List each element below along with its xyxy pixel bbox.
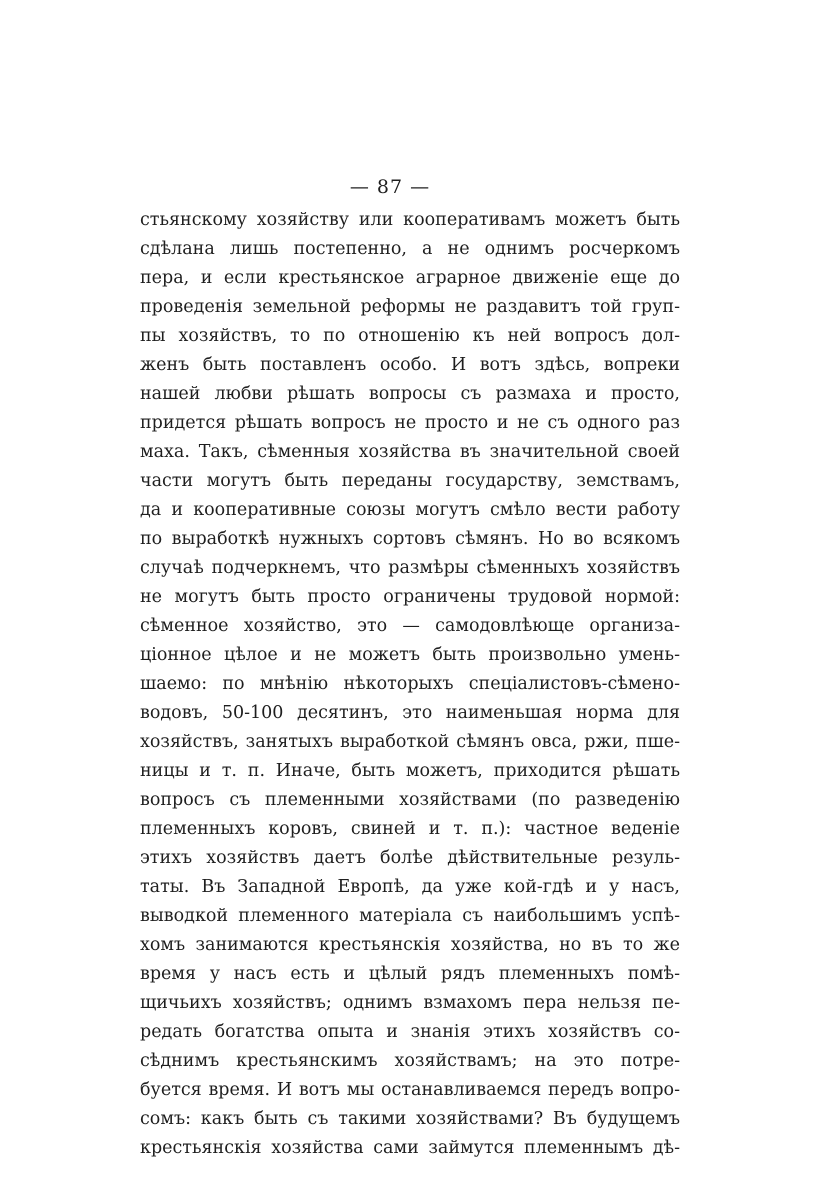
- text-line: пы хозяйствъ, то по отношенію къ ней вопросъ дол-: [140, 326, 680, 346]
- text-line: буется время. И вотъ мы останавливаемся передъ вопро-: [140, 1080, 680, 1100]
- text-line: водовъ, 50-100 десятинъ, это наименьшая норма для: [140, 703, 680, 723]
- text-line: да и кооперативные союзы могутъ смѣло вести работу: [140, 500, 680, 520]
- text-line: маха. Такъ, сѣменныя хозяйства въ значительной своей: [140, 442, 680, 462]
- text-line: хомъ занимаются крестьянскія хозяйства, но въ то же: [140, 935, 680, 955]
- text-line: стьянскому хозяйству или кооперативамъ можетъ быть: [140, 210, 680, 230]
- text-line: части могутъ быть переданы государству, земствамъ,: [140, 471, 680, 491]
- text-line: крестьянскія хозяйства сами займутся племеннымъ дѣ-: [140, 1138, 680, 1158]
- text-line: женъ быть поставленъ особо. И вотъ здѣсь, вопреки: [140, 355, 680, 375]
- text-line: редать богатства опыта и знанія этихъ хозяйствъ со-: [140, 1022, 680, 1042]
- text-line: не могутъ быть просто ограничены трудовой нормой:: [140, 587, 680, 607]
- text-line: этихъ хозяйствъ даетъ болѣе дѣйствительные резуль-: [140, 848, 680, 868]
- text-line: выводкой племенного матеріала съ наибольшимъ успѣ-: [140, 906, 680, 926]
- text-line: сѣменное хозяйство, это — самодовлѣюще организа-: [140, 616, 680, 636]
- text-line: по выработкѣ нужныхъ сортовъ сѣмянъ. Но во всякомъ: [140, 529, 680, 549]
- text-line: случаѣ подчеркнемъ, что размѣры сѣменныхъ хозяйствъ: [140, 558, 680, 578]
- text-line: пера, и если крестьянское аграрное движеніе еще до: [140, 268, 680, 288]
- text-line: сѣднимъ крестьянскимъ хозяйствамъ; на это потре-: [140, 1051, 680, 1071]
- text-line: хозяйствъ, занятыхъ выработкой сѣмянъ овса, ржи, пше-: [140, 732, 680, 752]
- text-line: племенныхъ коровъ, свиней и т. п.): частное веденіе: [140, 819, 680, 839]
- text-line: ницы и т. п. Иначе, быть можетъ, приходится рѣшать: [140, 761, 680, 781]
- text-line: таты. Въ Западной Европѣ, да уже кой-гдѣ и у насъ,: [140, 877, 680, 897]
- text-line: нашей любви рѣшать вопросы съ размаха и просто,: [140, 384, 680, 404]
- text-line: вопросъ съ племенными хозяйствами (по разведенію: [140, 790, 680, 810]
- text-line: сдѣлана лишь постепенно, а не однимъ росчеркомъ: [140, 239, 680, 259]
- text-line: ціонное цѣлое и не можетъ быть произвольно умень-: [140, 645, 680, 665]
- text-line: шаемо: по мнѣнію нѣкоторыхъ спеціалистовъ-сѣмено-: [140, 674, 680, 694]
- text-line: сомъ: какъ быть съ такими хозяйствами? Въ будущемъ: [140, 1109, 680, 1129]
- text-line: время у насъ есть и цѣлый рядъ племенныхъ помѣ-: [140, 964, 680, 984]
- body-text: [140, 206, 680, 1163]
- text-line: придется рѣшать вопросъ не просто и не съ одного раз: [140, 413, 680, 433]
- page-number: — 87 —: [349, 176, 431, 198]
- text-line: проведенія земельной реформы не раздавитъ той груп-: [140, 297, 680, 317]
- text-line: щичьихъ хозяйствъ; однимъ взмахомъ пера нельзя пе-: [140, 993, 680, 1013]
